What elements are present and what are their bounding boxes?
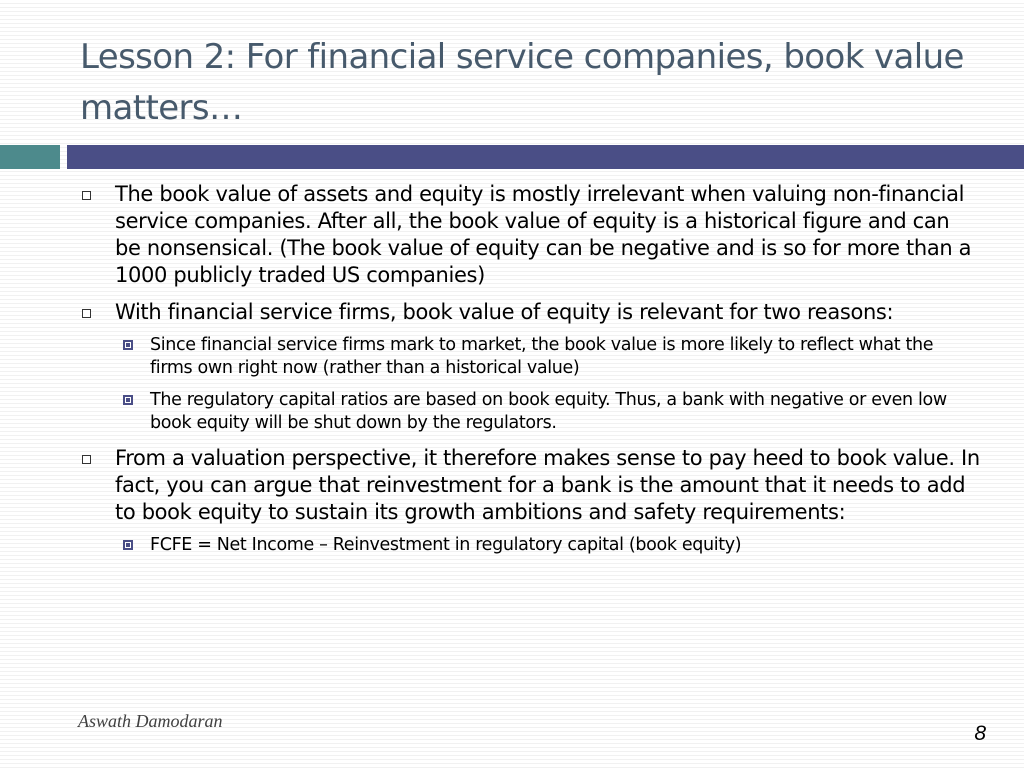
filled-square-bullet-icon bbox=[123, 395, 133, 405]
sub-bullet-fcfe-formula bbox=[115, 534, 980, 557]
sub-bullet-list bbox=[115, 334, 980, 435]
bullet-item-two-reasons bbox=[80, 299, 980, 435]
hollow-square-bullet-icon bbox=[82, 455, 91, 464]
sub-bullet-mark-to-market bbox=[115, 334, 980, 380]
bullet-item-book-value-irrelevant bbox=[80, 181, 980, 289]
page-number: 8 bbox=[974, 722, 986, 745]
sub-bullet-text: The regulatory capital ratios are based on book equity. Thus, a bank with negative or even low book equity will be shut down by the regulators. bbox=[150, 390, 947, 433]
sub-bullet-text: Since financial service firms mark to market, the book value is more likely to reflect what the firms own right now (rather than a historical value) bbox=[150, 335, 934, 378]
filled-square-bullet-icon bbox=[123, 540, 133, 550]
bullet-item-valuation-perspective bbox=[80, 445, 980, 557]
bullet-text: From a valuation perspective, it therefore makes sense to pay heed to book value. In fact, you can argue that reinvestment for a bank is the amount that it needs to add to book equity to sustain its growth ambitions and safety requirements: bbox=[115, 446, 980, 524]
bullet-text: With financial service firms, book value of equity is relevant for two reasons: bbox=[115, 300, 894, 324]
bullet-list bbox=[80, 181, 980, 567]
sub-bullet-text: FCFE = Net Income – Reinvestment in regulatory capital (book equity) bbox=[150, 535, 742, 555]
filled-square-bullet-icon bbox=[123, 340, 133, 350]
sub-bullet-regulatory-capital bbox=[115, 389, 980, 435]
hollow-square-bullet-icon bbox=[82, 191, 91, 200]
hollow-square-bullet-icon bbox=[82, 309, 91, 318]
bullet-text: The book value of assets and equity is mostly irrelevant when valuing non-financial service companies. After all, the book value of equity is a historical figure and can be nonsensical. (The book value of equity can be negative and is so for more than a 1000 publicly traded US companies) bbox=[115, 182, 972, 287]
slide-title: Lesson 2: For financial service companies, book value matters… bbox=[80, 37, 964, 128]
accent-bar-teal bbox=[0, 145, 60, 169]
footer-author: Aswath Damodaran bbox=[78, 711, 223, 731]
sub-bullet-list bbox=[115, 534, 980, 557]
accent-bar-indigo bbox=[67, 145, 1024, 169]
